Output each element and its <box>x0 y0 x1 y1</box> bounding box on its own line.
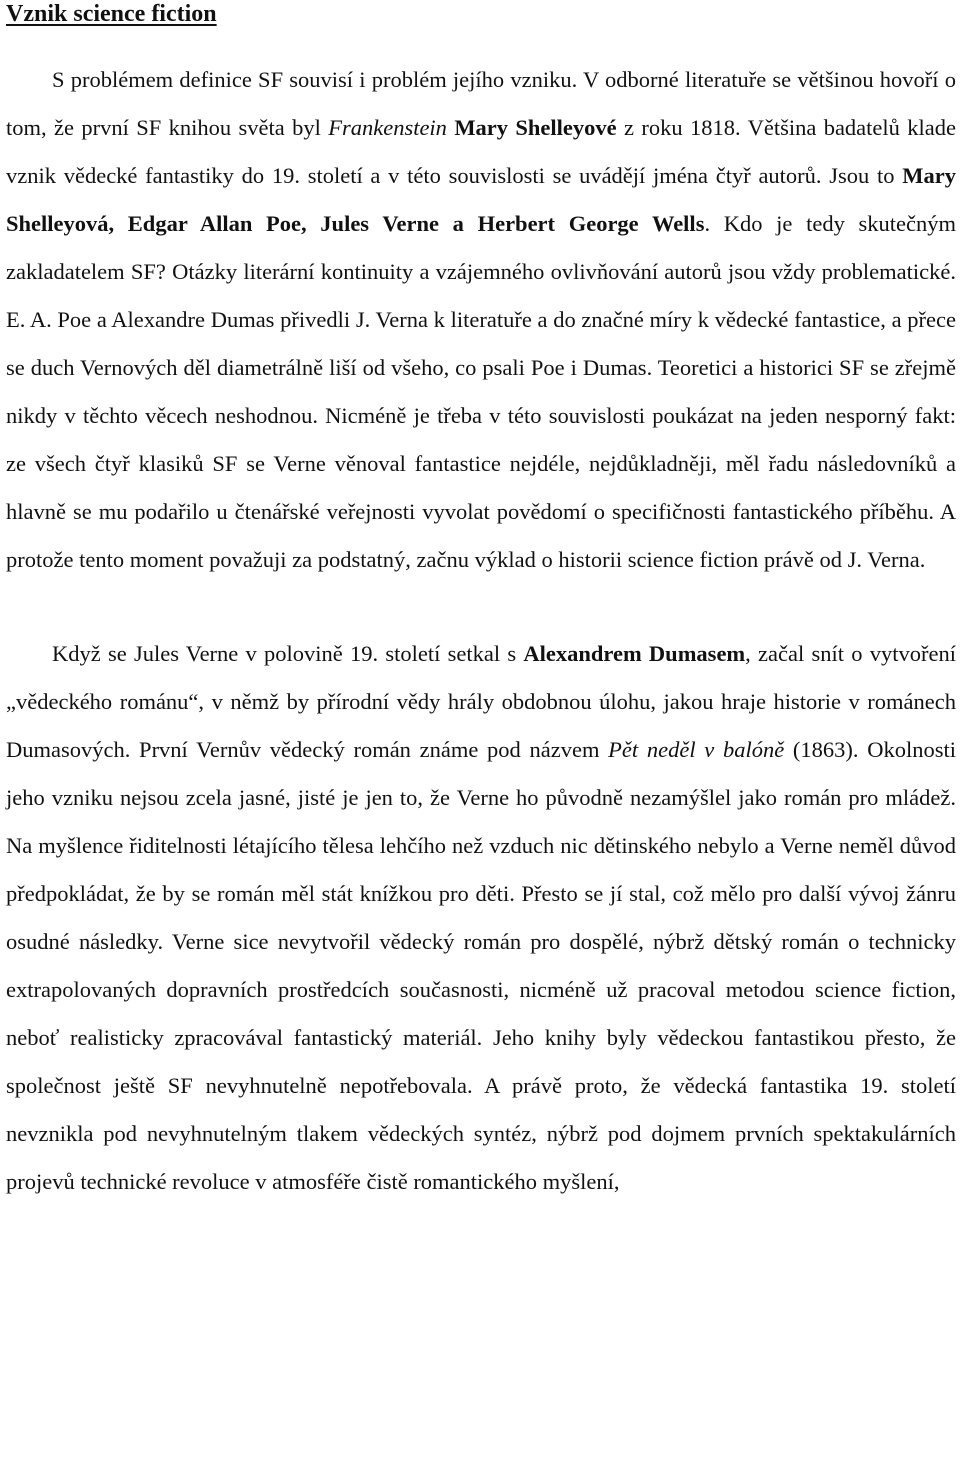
text-segment: , začal snít o vytvoření „vědeckého románu“, v němž by přírodní vědy hrály obdobnou úlohu, jakou hraje historie v románech Dumasových. První Vernův vědecký román známe pod názvem <box>6 641 956 762</box>
text-segment: . Kdo je tedy skutečným zakladatelem SF? Otázky literární kontinuity a vzájemného ovlivňování autorů jsou vždy problematické. E. A. Poe a Alexandre Dumas přivedli J. Verna k literatuře a do značné míry k vědecké fantastice, a přece se duch Vernových děl diametrálně liší od všeho, co psali Poe i Dumas. Teoretici a historici SF se zřejmě nikdy v těchto věcech neshodnou. Nicméně je třeba v této souvislosti poukázat na jeden nesporný fakt: ze všech čtyř klasiků SF se Verne věnoval fantastice nejdéle, nejdůkladněji, měl řadu následovníků a hlavně se mu podařilo u čtenářské veřejnosti vyvolat povědomí o specifičnosti fantastického příběhu. A protože tento moment považuji za podstatný, začnu výklad o historii science fiction právě od J. Verna. <box>6 211 956 572</box>
section-heading: Vznik science fiction <box>6 1 217 27</box>
author-name-dumas: Alexandrem Dumasem <box>523 641 746 666</box>
text-segment: Když se Jules Verne v polovině 19. století setkal s <box>52 641 524 666</box>
author-name-shelley: Mary Shelleyové <box>454 115 617 140</box>
text-segment: (1863). Okolnosti jeho vzniku nejsou zcela jasné, jisté je jen to, že Verne ho původně nezamýšlel jako román pro mládež. Na myšlence řiditelnosti létajícího tělesa lehčího než vzduch nic dětinského nebylo a Verne neměl důvod předpokládat, že by se román měl stát knížkou pro děti. Přesto se jí stal, což mělo pro další vývoj žánru osudné následky. Verne sice nevytvořil vědecký román pro dospělé, nýbrž dětský román o technicky extrapolovaných dopravních prostředcích současnosti, nicméně už pracoval metodou science fiction, neboť realisticky zpracovával fantastický materiál. Jeho knihy byly vědeckou fantastikou přesto, že společnost ještě SF nevyhnutelně nepotřebovala. A právě proto, že vědecká fantastika 19. století nevznikla pod nevyhnutelným tlakem vědeckých syntéz, nýbrž pod dojmem prvních spektakulárních projevů technické revoluce v atmosféře čistě romantického myšlení, <box>6 737 956 1194</box>
author-names-four-classics: Mary Shelleyová, Edgar Allan Poe, Jules Verne a Herbert George Wells <box>6 163 956 236</box>
paragraph-jules-verne <box>6 630 956 1206</box>
document-page <box>6 0 956 1206</box>
book-title-pet-nedel: Pět neděl v balóně <box>608 737 785 762</box>
text-segment: S problémem definice SF souvisí i problém jejího vzniku. V odborné literatuře se většinou hovoří o tom, že první SF knihou světa byl <box>6 67 956 140</box>
text-segment: z roku 1818. Většina badatelů klade vznik vědecké fantastiky do 19. století a v této souvislosti se uvádějí jména čtyř autorů. Jsou to <box>6 115 957 188</box>
book-title-frankenstein: Frankenstein <box>328 115 447 140</box>
paragraph-origin-of-sf <box>6 56 956 584</box>
